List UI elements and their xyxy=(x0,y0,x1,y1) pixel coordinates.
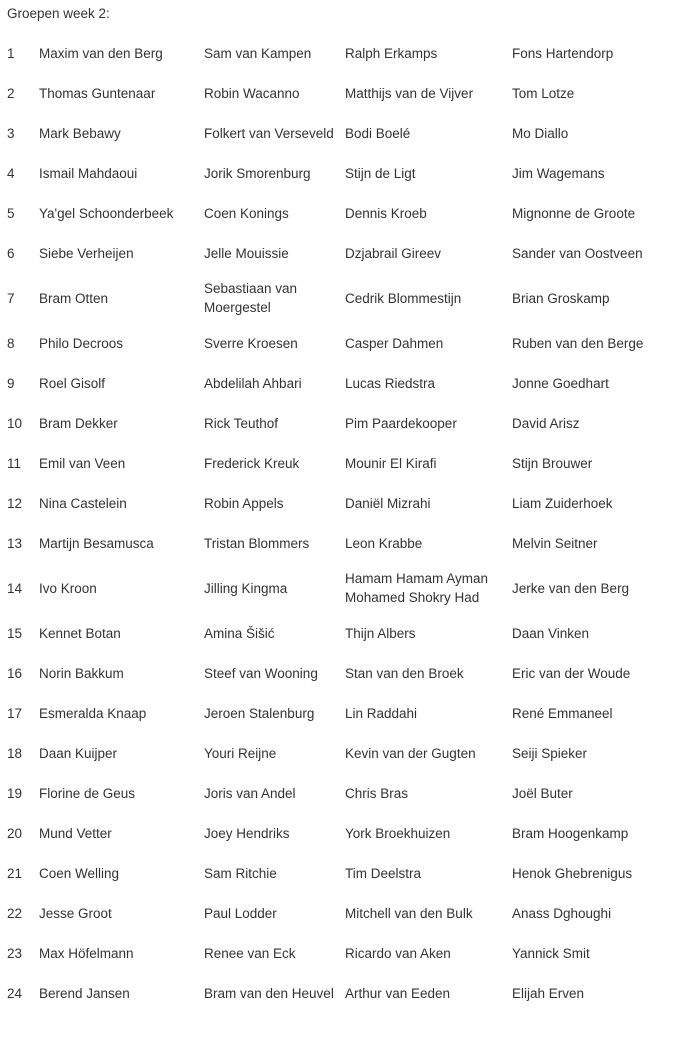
member-name: York Broekhuizen xyxy=(345,825,451,841)
member-name: Stan van den Broek xyxy=(345,665,464,681)
member-name: Jelle Mouissie xyxy=(204,245,289,261)
member-name: Youri Reijne xyxy=(204,745,277,761)
member-name: Sebastiaan van Moergestel xyxy=(204,281,298,315)
page-heading: Groepen week 2: xyxy=(7,6,110,21)
member-name: Tristan Blommers xyxy=(204,535,310,551)
member-name: Roel Gisolf xyxy=(39,375,106,391)
group-row xyxy=(3,563,683,613)
member-name: Cedrik Blommestijn xyxy=(345,290,462,306)
group-row xyxy=(3,933,683,973)
member-name: Robin Appels xyxy=(204,495,284,511)
group-number: 22 xyxy=(7,905,23,921)
group-number: 20 xyxy=(7,825,23,841)
member-name: Lin Raddahi xyxy=(345,705,418,721)
member-name: Daan Kuijper xyxy=(39,745,118,761)
group-row xyxy=(3,653,683,693)
member-name: Bodi Boelé xyxy=(345,125,411,141)
member-name: Daan Vinken xyxy=(512,625,590,641)
member-name: Abdelilah Ahbari xyxy=(204,375,302,391)
group-number: 9 xyxy=(7,375,15,391)
member-name: Florine de Geus xyxy=(39,785,136,801)
member-name: Amina Šišić xyxy=(204,625,275,641)
group-number: 2 xyxy=(7,85,15,101)
member-name: Mignonne de Groote xyxy=(512,205,636,221)
group-row xyxy=(3,893,683,933)
member-name: Elijah Erven xyxy=(512,985,585,1001)
member-name: Coen Konings xyxy=(204,205,289,221)
group-number: 12 xyxy=(7,495,23,511)
member-name: Philo Decroos xyxy=(39,335,124,351)
member-name: Sam Ritchie xyxy=(204,865,277,881)
member-name: Max Höfelmann xyxy=(39,945,134,961)
groups-table-body xyxy=(3,33,683,1013)
member-name: Jonne Goedhart xyxy=(512,375,609,391)
member-name: Kennet Botan xyxy=(39,625,121,641)
member-name: Ricardo van Aken xyxy=(345,945,451,961)
member-name: David Arisz xyxy=(512,415,580,431)
member-name: Fons Hartendorp xyxy=(512,45,614,61)
member-name: Yannick Smit xyxy=(512,945,590,961)
member-name: Bram Otten xyxy=(39,290,109,306)
member-name: Ralph Erkamps xyxy=(345,45,438,61)
group-number: 4 xyxy=(7,165,15,181)
group-row xyxy=(3,193,683,233)
member-name: Mounir El Kirafi xyxy=(345,455,437,471)
member-name: Jesse Groot xyxy=(39,905,112,921)
member-name: Tim Deelstra xyxy=(345,865,422,881)
member-name: Joey Hendriks xyxy=(204,825,290,841)
member-name: Jorik Smorenburg xyxy=(204,165,311,181)
member-name: Liam Zuiderhoek xyxy=(512,495,613,511)
member-name: Bram Dekker xyxy=(39,415,118,431)
group-row xyxy=(3,483,683,523)
member-name: Chris Bras xyxy=(345,785,409,801)
member-name: Leon Krabbe xyxy=(345,535,423,551)
member-name: Ivo Kroon xyxy=(39,580,97,596)
group-number: 8 xyxy=(7,335,15,351)
member-name: Maxim van den Berg xyxy=(39,45,163,61)
group-row xyxy=(3,73,683,113)
group-row xyxy=(3,33,683,73)
group-number: 24 xyxy=(7,985,23,1001)
member-name: Mark Bebawy xyxy=(39,125,121,141)
member-name: Renee van Eck xyxy=(204,945,296,961)
group-row xyxy=(3,773,683,813)
group-row xyxy=(3,323,683,363)
member-name: Ismail Mahdaoui xyxy=(39,165,138,181)
group-row xyxy=(3,693,683,733)
group-number: 21 xyxy=(7,865,23,881)
member-name: Mitchell van den Bulk xyxy=(345,905,473,921)
member-name: Casper Dahmen xyxy=(345,335,444,351)
group-number: 5 xyxy=(7,205,15,221)
member-name: Brian Groskamp xyxy=(512,290,610,306)
member-name: Coen Welling xyxy=(39,865,120,881)
group-row xyxy=(3,733,683,773)
group-row xyxy=(3,813,683,853)
group-row xyxy=(3,443,683,483)
member-name: Sam van Kampen xyxy=(204,45,312,61)
member-name: Joël Buter xyxy=(512,785,573,801)
member-name: Mund Vetter xyxy=(39,825,112,841)
member-name: Matthijs van de Vijver xyxy=(345,85,474,101)
member-name: Martijn Besamusca xyxy=(39,535,154,551)
member-name: Dzjabrail Gireev xyxy=(345,245,442,261)
member-name: Lucas Riedstra xyxy=(345,375,436,391)
member-name: Jeroen Stalenburg xyxy=(204,705,315,721)
member-name: Dennis Kroeb xyxy=(345,205,427,221)
member-name: Berend Jansen xyxy=(39,985,130,1001)
member-name: Thomas Guntenaar xyxy=(39,85,156,101)
group-row xyxy=(3,613,683,653)
group-row xyxy=(3,233,683,273)
member-name: Ya'gel Schoonderbeek xyxy=(39,205,174,221)
group-row xyxy=(3,113,683,153)
member-name: Norin Bakkum xyxy=(39,665,124,681)
group-number: 10 xyxy=(7,415,23,431)
member-name: Nina Castelein xyxy=(39,495,127,511)
member-name: Rick Teuthof xyxy=(204,415,279,431)
member-name: Emil van Veen xyxy=(39,455,126,471)
member-name: Pim Paardekooper xyxy=(345,415,457,431)
group-number: 23 xyxy=(7,945,23,961)
member-name: Jerke van den Berg xyxy=(512,580,630,596)
group-number: 17 xyxy=(7,705,23,721)
group-row xyxy=(3,273,683,323)
member-name: Seiji Spieker xyxy=(512,745,588,761)
member-name: Melvin Seitner xyxy=(512,535,598,551)
group-row xyxy=(3,153,683,193)
group-number: 11 xyxy=(7,455,22,471)
group-row xyxy=(3,523,683,563)
member-name: Paul Lodder xyxy=(204,905,277,921)
groups-table xyxy=(3,33,683,1013)
group-number: 16 xyxy=(7,665,23,681)
member-name: Sander van Oostveen xyxy=(512,245,643,261)
group-row xyxy=(3,403,683,443)
group-number: 18 xyxy=(7,745,23,761)
member-name: Tom Lotze xyxy=(512,85,575,101)
member-name: Jilling Kingma xyxy=(204,580,288,596)
member-name: Ruben van den Berge xyxy=(512,335,644,351)
group-number: 19 xyxy=(7,785,23,801)
member-name: Mo Diallo xyxy=(512,125,569,141)
member-name: Jim Wagemans xyxy=(512,165,605,181)
group-number: 14 xyxy=(7,580,23,596)
member-name: Daniël Mizrahi xyxy=(345,495,431,511)
member-name: René Emmaneel xyxy=(512,705,613,721)
member-name: Robin Wacanno xyxy=(204,85,300,101)
member-name: Joris van Andel xyxy=(204,785,296,801)
group-number: 1 xyxy=(7,45,15,61)
member-name: Bram van den Heuvel xyxy=(204,985,334,1001)
group-row xyxy=(3,853,683,893)
member-name: Frederick Kreuk xyxy=(204,455,300,471)
member-name: Bram Hoogenkamp xyxy=(512,825,629,841)
group-number: 6 xyxy=(7,245,15,261)
member-name: Stijn de Ligt xyxy=(345,165,416,181)
member-name: Hamam Hamam Ayman Mohamed Shokry Had xyxy=(345,571,489,605)
group-row xyxy=(3,973,683,1013)
group-row xyxy=(3,363,683,403)
member-name: Anass Dghoughi xyxy=(512,905,612,921)
member-name: Sverre Kroesen xyxy=(204,335,298,351)
group-number: 7 xyxy=(7,290,15,306)
member-name: Folkert van Verseveld xyxy=(204,125,334,141)
group-number: 15 xyxy=(7,625,23,641)
member-name: Arthur van Eeden xyxy=(345,985,451,1001)
member-name: Kevin van der Gugten xyxy=(345,745,476,761)
member-name: Henok Ghebrenigus xyxy=(512,865,633,881)
group-number: 13 xyxy=(7,535,23,551)
member-name: Eric van der Woude xyxy=(512,665,631,681)
member-name: Steef van Wooning xyxy=(204,665,318,681)
member-name: Siebe Verheijen xyxy=(39,245,134,261)
group-number: 3 xyxy=(7,125,15,141)
member-name: Stijn Brouwer xyxy=(512,455,593,471)
member-name: Esmeralda Knaap xyxy=(39,705,147,721)
member-name: Thijn Albers xyxy=(345,625,416,641)
